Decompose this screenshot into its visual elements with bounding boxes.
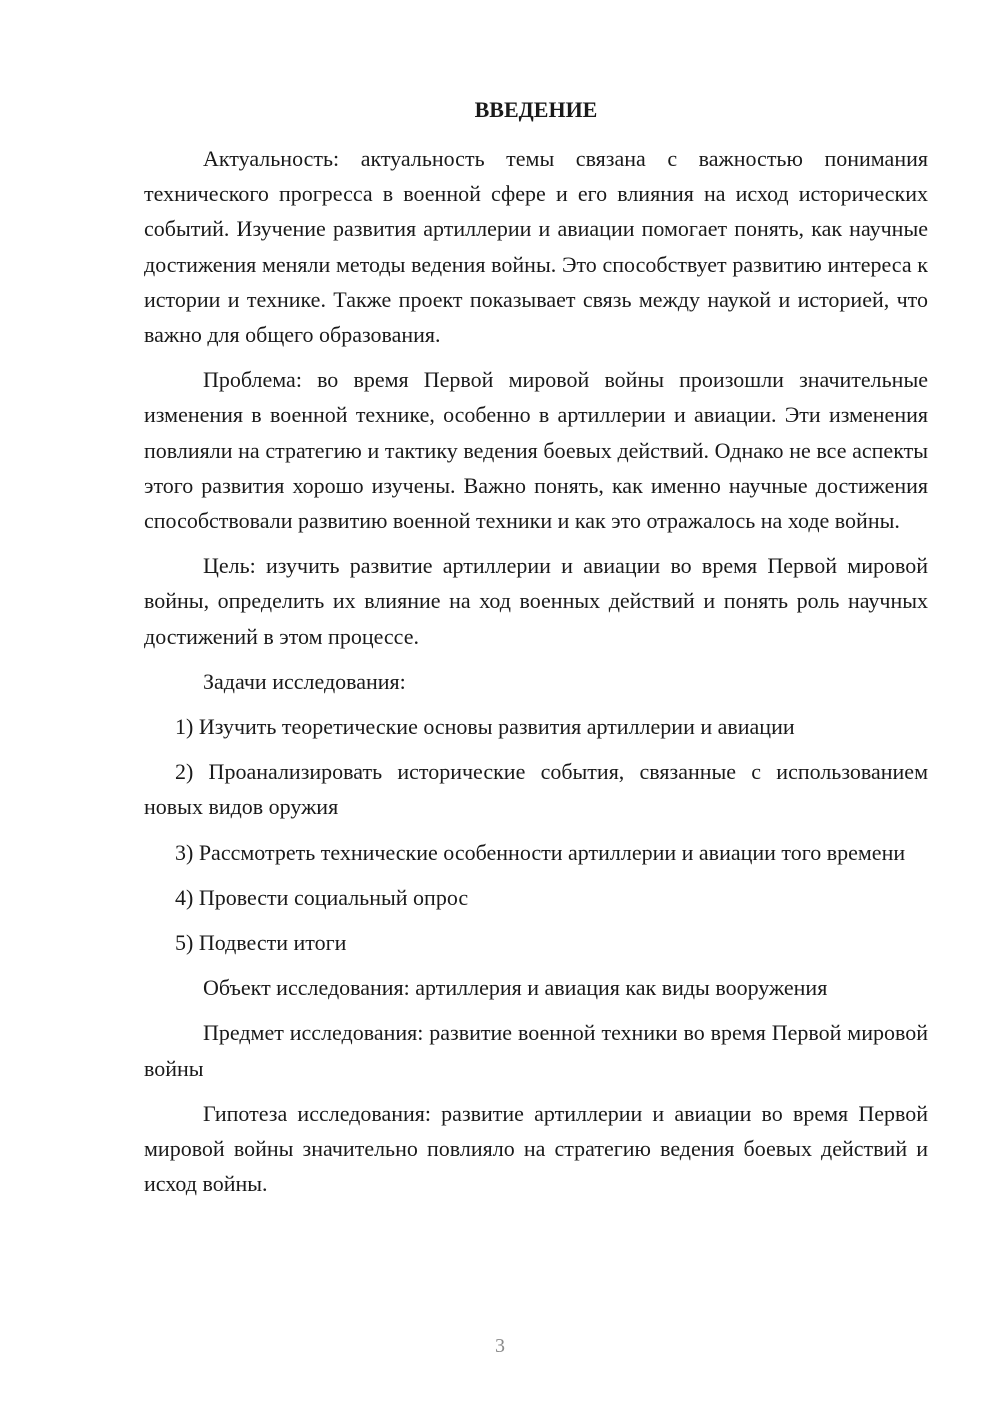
problem-paragraph: Проблема: во время Первой мировой войны произошли значительные изменения в военной технике, особенно в артиллерии и авиации. Эти изменения повлияли на стратегию и тактику ведения боевых действий. Однако не все аспекты этого развития хорошо изучены. Важно понять, как именно научные достижения способствовали развитию военной техники и как это отражалось на ходе войны. [144, 367, 928, 534]
goal-paragraph: Цель: изучить развитие артиллерии и авиации во время Первой мировой войны, определить их влияние на ход военных действий и понять роль научных достижений в этом процессе. [144, 553, 928, 649]
task-item-2: 2) Проанализировать исторические события, связанные с использованием новых видов оружия [144, 759, 928, 820]
page-number: 3 [495, 1335, 505, 1357]
task-item-4: 4) Провести социальный опрос [175, 884, 469, 910]
task-item-1: 1) Изучить теоретические основы развития артиллерии и авиации [175, 714, 795, 740]
research-hypothesis-paragraph: Гипотеза исследования: развитие артиллерии и авиации во время Первой мировой войны значительно повлияло на стратегию ведения боевых действий и исход войны. [144, 1100, 928, 1197]
research-subject-paragraph: Предмет исследования: развитие военной техники во время Первой мировой войны [144, 1020, 928, 1081]
page-content [144, 92, 928, 1211]
tasks-heading: Задачи исследования: [203, 668, 406, 694]
relevance-paragraph: Актуальность: актуальность темы связана с важностью понимания технического прогресса в военной сфере и его влияния на исход исторических событий. Изучение развития артиллерии и авиации помогает понять, как научные достижения меняли методы ведения войны. Это способствует развитию интереса к истории и технике. Также проект показывает связь между наукой и историей, что важно для общего образования. [144, 146, 928, 348]
section-heading: ВВЕДЕНИЕ [474, 97, 598, 122]
task-item-5: 5) Подвести итоги [175, 930, 347, 956]
research-object-paragraph: Объект исследования: артиллерия и авиация как виды вооружения [203, 975, 828, 1001]
task-item-3: 3) Рассмотреть технические особенности артиллерии и авиации того времени [175, 839, 906, 865]
